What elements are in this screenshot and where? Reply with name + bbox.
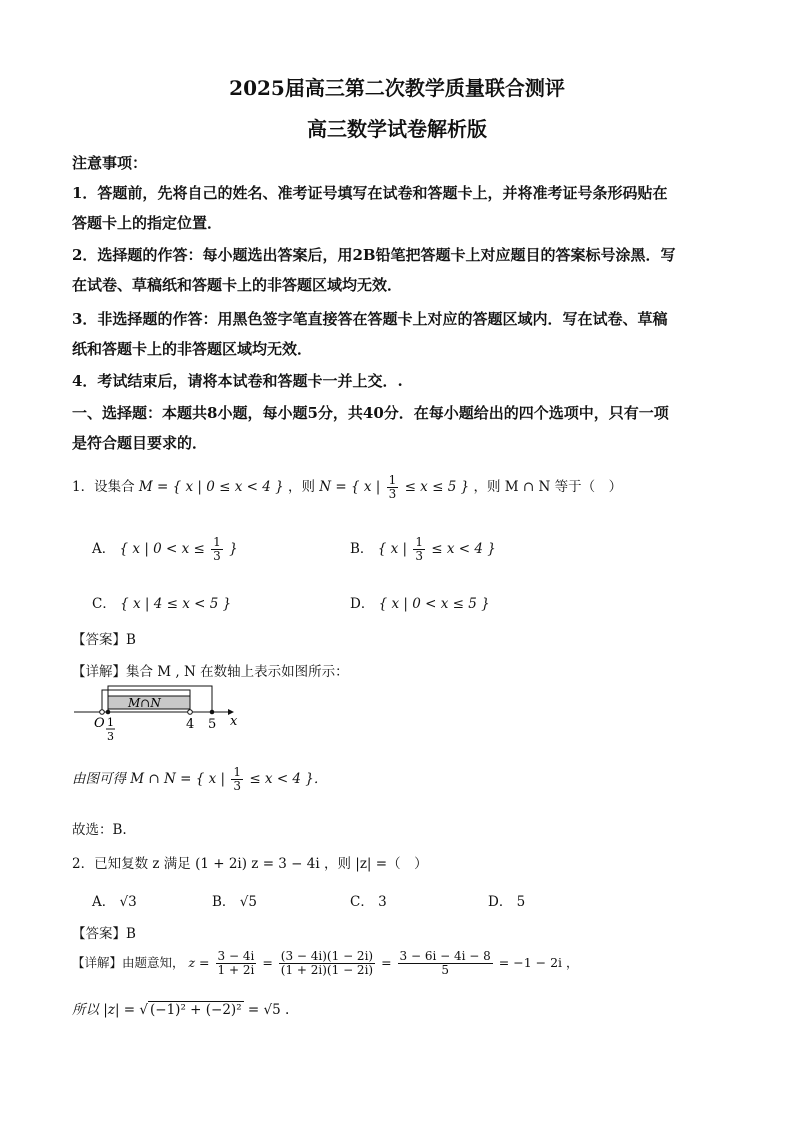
notice-heading: 注意事项：: [72, 154, 148, 172]
fraction: $\frac{1}{3}$: [213, 535, 221, 563]
q1-choice: 故选：B.: [72, 822, 127, 838]
number-line-diagram: [72, 684, 252, 748]
q1-stem: 1．设集合 M = { x | 0 ≤ x < 4 } ，则 N = { x | $\frac{1}{3}$ ≤ x ≤ 5 } ，则 M ∩ N 等于（ ）: [72, 473, 623, 501]
q1-option-a: A． { x | 0 < x ≤ $\frac{1}{3}$ }: [92, 535, 238, 563]
open-point-zero: [100, 710, 105, 715]
open-point-four: [188, 710, 193, 715]
axis-label-four: 4: [186, 717, 195, 732]
q2-option-c: C． 3: [350, 894, 387, 910]
axis-label-five: 5: [208, 717, 217, 732]
fraction: $\frac{3 - 4i}{1 + 2i}$: [217, 949, 255, 977]
notice-item: 4．考试结束后，请将本试卷和答题卡一并上交．.: [72, 372, 403, 390]
notice-item: 3．非选择题的作答：用黑色签字笔直接答在答题卡上对应的答题区域内．写在试卷、草稿: [72, 310, 668, 328]
q2-option-a: A． √3: [92, 894, 137, 910]
q1-answer: 【答案】B: [72, 632, 136, 648]
q1-option-d: D． { x | 0 < x ≤ 5 }: [350, 596, 490, 612]
q2-stem: 2．已知复数 z 满足 (1 + 2i) z = 3 − 4i ，则 |z| =（ ）: [72, 856, 428, 872]
fraction: $\frac{1}{3}$: [415, 535, 423, 563]
exam-subtitle: 高三数学试卷解析版: [307, 117, 487, 141]
q2-final: 所以 |z| = √ (−1)² + (−2)² = √5 .: [72, 1002, 290, 1018]
q2-option-b: B． √5: [212, 894, 257, 910]
notice-item: 在试卷、草稿纸和答题卡上的非答题区域均无效．: [72, 276, 403, 294]
notice-item: 答题卡上的指定位置．: [72, 214, 223, 232]
q1-set-m: M = { x | 0 ≤ x < 4 }: [138, 479, 284, 495]
notice-item: 2．选择题的作答：每小题选出答案后，用2B铅笔把答题卡上对应题目的答案标号涂黑．写: [72, 246, 676, 264]
fraction: $\frac{1}{3}$: [388, 473, 397, 501]
notice-item: 纸和答题卡上的非答题区域均无效．: [72, 340, 313, 358]
axis-label-third-num: 1: [107, 716, 114, 729]
q2-detail: 【详解】由题意知， z = $\frac{3 - 4i}{1 + 2i}$ = $\frac{(3 - 4i)(1 - 2i)}{(1 + 2i)(1 - 2i)}$ = $\frac{3 - 6i - 4i - 8}{5}$ = −1 − 2i ，: [72, 949, 579, 977]
fraction: $\frac{(3 - 4i)(1 - 2i)}{(1 + 2i)(1 - 2i)}$: [280, 949, 374, 977]
q1-conclusion: 由图可得 M ∩ N = { x | $\frac{1}{3}$ ≤ x < 4 }．: [72, 765, 328, 793]
q1-option-c: C． { x | 4 ≤ x < 5 }: [92, 596, 232, 612]
exam-title: 2025届高三第二次教学质量联合测评: [229, 76, 565, 100]
q2-answer: 【答案】B: [72, 926, 136, 942]
point-third: [106, 710, 111, 715]
notice-item: 1．答题前，先将自己的姓名、准考证号填写在试卷和答题卡上，并将准考证号条形码贴在: [72, 184, 668, 202]
point-five: [210, 710, 215, 715]
axis-label-third-den: 3: [107, 730, 114, 743]
fraction: $\frac{1}{3}$: [233, 765, 242, 793]
fraction: $\frac{3 - 6i - 4i - 8}{5}$: [399, 949, 491, 977]
q1-option-b: B． { x | $\frac{1}{3}$ ≤ x < 4 }: [350, 535, 496, 563]
axis-label-intersection: M∩N: [128, 696, 161, 710]
axis-label-x: x: [230, 714, 238, 729]
section-heading: 一、选择题：本题共8小题，每小题5分，共40分．在每小题给出的四个选项中，只有一项: [72, 404, 669, 422]
axis-label-origin: O: [94, 716, 105, 731]
section-heading-cont: 是符合题目要求的．: [72, 434, 208, 452]
q2-option-d: D． 5: [488, 894, 526, 910]
q1-detail: 【详解】集合 M , N 在数轴上表示如图所示：: [72, 664, 349, 680]
